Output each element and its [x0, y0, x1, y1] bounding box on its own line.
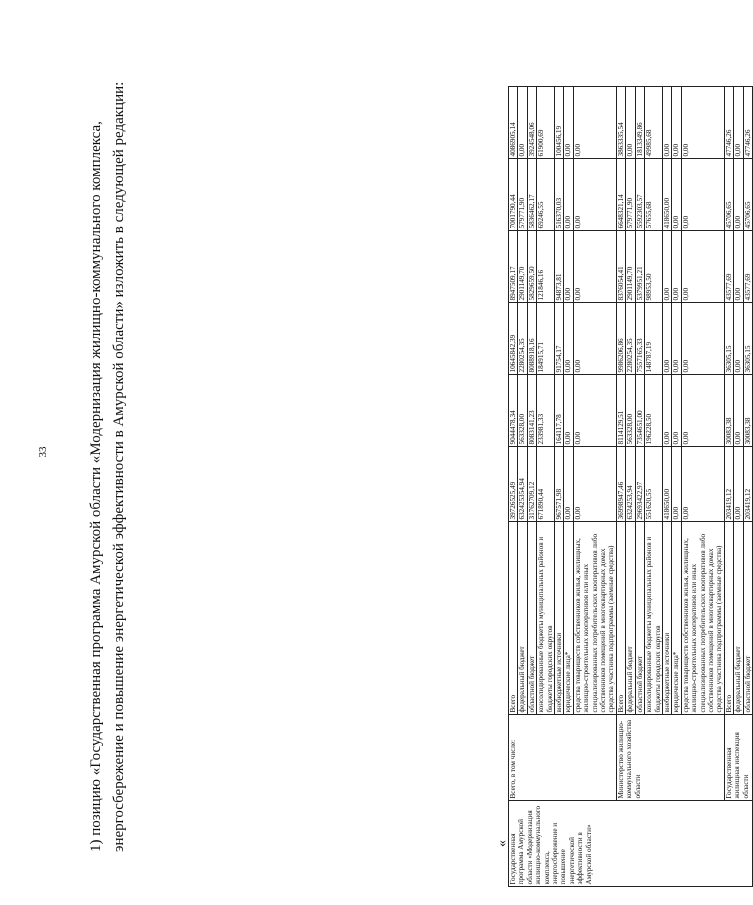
table-row [509, 87, 518, 887]
total-amount-cell: 0,00 [672, 447, 681, 522]
year-amount-cell: 69246,55 [537, 159, 555, 231]
budget-table [508, 86, 753, 887]
year-amount-cell: 47746,26 [724, 87, 733, 159]
year-amount-cell: 49985,68 [645, 87, 663, 159]
year-amount-cell: 563328,00 [626, 375, 635, 447]
funding-source-cell: областной бюджет [743, 522, 752, 715]
year-amount-cell: 0,00 [662, 87, 671, 159]
total-amount-cell: 0,00 [564, 447, 573, 522]
year-amount-cell: 8083141,23 [527, 375, 536, 447]
year-amount-cell: 184915,71 [537, 303, 555, 375]
year-amount-cell: 0,00 [564, 87, 573, 159]
year-amount-cell: 30083,38 [724, 375, 733, 447]
year-amount-cell: 0,00 [564, 159, 573, 231]
year-amount-cell: 0,00 [662, 231, 671, 303]
opening-quote-mark: « [495, 840, 510, 847]
funding-source-cell: юридические лица* [672, 522, 681, 715]
funding-source-cell: Всего [724, 522, 733, 715]
year-amount-cell: 45706,65 [743, 159, 752, 231]
year-amount-cell: 0,00 [564, 231, 573, 303]
total-amount-cell: 0,00 [573, 447, 616, 522]
year-amount-cell: 1813349,86 [635, 87, 644, 159]
total-amount-cell: 0,00 [681, 447, 724, 522]
year-amount-cell: 0,00 [681, 375, 724, 447]
year-amount-cell: 0,00 [681, 303, 724, 375]
year-amount-cell: 0,00 [573, 87, 616, 159]
funding-source-cell: Всего [509, 522, 518, 715]
funding-source-cell: федеральный бюджет [518, 522, 527, 715]
year-amount-cell: 148787,19 [645, 303, 663, 375]
year-amount-cell: 0,00 [518, 87, 527, 159]
year-amount-cell: 8114129,51 [616, 375, 625, 447]
year-amount-cell: 2901149,70 [626, 231, 635, 303]
year-amount-cell: 9986206,86 [616, 303, 625, 375]
year-amount-cell: 45706,65 [724, 159, 733, 231]
year-amount-cell: 36305,15 [724, 303, 733, 375]
year-amount-cell: 3863335,54 [616, 87, 625, 159]
year-amount-cell: 0,00 [662, 375, 671, 447]
total-amount-cell: 418650,00 [662, 447, 671, 522]
program-name-cell: Государственная программа Амурской области «Модернизация жилищно-коммунального комплекса, энергосбережение и повышение энергетической эффективности в Амурской области» [509, 801, 753, 887]
total-amount-cell: 39726525,49 [509, 447, 518, 522]
year-amount-cell: 30083,38 [743, 375, 752, 447]
year-amount-cell: 579771,90 [518, 159, 527, 231]
year-amount-cell: 4086905,14 [509, 87, 518, 159]
year-amount-cell: 233981,33 [537, 375, 555, 447]
total-amount-cell: 632425354,94 [518, 447, 527, 522]
year-amount-cell: 0,00 [672, 159, 681, 231]
year-amount-cell: 91754,17 [555, 303, 564, 375]
year-amount-cell: 2280254,35 [518, 303, 527, 375]
year-amount-cell: 0,00 [672, 87, 681, 159]
year-amount-cell: 0,00 [681, 159, 724, 231]
year-amount-cell: 47746,26 [743, 87, 752, 159]
year-amount-cell: 121846,16 [537, 231, 555, 303]
year-amount-cell: 0,00 [662, 303, 671, 375]
total-amount-cell: 967571,98 [555, 447, 564, 522]
year-amount-cell: 0,00 [573, 159, 616, 231]
year-amount-cell: 0,00 [672, 375, 681, 447]
year-amount-cell: 7354651,00 [635, 375, 644, 447]
year-amount-cell: 0,00 [672, 303, 681, 375]
total-amount-cell: 551620,55 [645, 447, 663, 522]
year-amount-cell: 0,00 [734, 159, 743, 231]
year-amount-cell: 0,00 [734, 375, 743, 447]
table-row [724, 87, 733, 887]
total-amount-cell: 0,00 [734, 447, 743, 522]
page-number: 33 [37, 446, 49, 458]
funding-source-cell: внебюджетные источники [555, 522, 564, 715]
funding-source-cell: федеральный бюджет [626, 522, 635, 715]
year-amount-cell: 3924548,06 [527, 87, 536, 159]
year-amount-cell: 8088918,16 [527, 303, 536, 375]
year-amount-cell: 0,00 [681, 231, 724, 303]
total-amount-cell: 671890,44 [537, 447, 555, 522]
year-amount-cell: 0,00 [573, 303, 616, 375]
year-amount-cell: 579771,90 [626, 159, 635, 231]
year-amount-cell: 6648321,14 [616, 159, 625, 231]
funding-source-cell: средства товариществ собственников жилья, жилищных, жилищно-строительных кооперативов или иных специализированных потребительских кооперативов либо собственников помещений в многоквартирных домах средства участника подпрограммы (заемные средства) [573, 522, 616, 715]
year-amount-cell: 164117,78 [555, 375, 564, 447]
year-amount-cell: 5836462,17 [527, 159, 536, 231]
year-amount-cell: 2280254,35 [626, 303, 635, 375]
year-amount-cell: 94873,81 [555, 231, 564, 303]
heading-line-1: 1) позицию «Государственная программа Амурской области «Модернизация жилищно-коммунального комплекса, [88, 121, 104, 852]
funding-source-cell: областной бюджет [635, 522, 644, 715]
funding-source-cell: областной бюджет [527, 522, 536, 715]
year-amount-cell: 0,00 [681, 87, 724, 159]
year-amount-cell: 0,00 [626, 87, 635, 159]
year-amount-cell: 43577,69 [724, 231, 733, 303]
year-amount-cell: 5379951,21 [635, 231, 644, 303]
total-amount-cell: 6324253,94 [626, 447, 635, 522]
year-amount-cell: 0,00 [734, 231, 743, 303]
year-amount-cell: 100456,19 [555, 87, 564, 159]
year-amount-cell: 5829659,50 [527, 231, 536, 303]
year-amount-cell: 98953,50 [645, 231, 663, 303]
year-amount-cell: 36305,15 [743, 303, 752, 375]
year-amount-cell: 2901149,70 [518, 231, 527, 303]
year-amount-cell: 9044478,34 [509, 375, 518, 447]
executor-cell: Всего, в том числе: [509, 715, 617, 801]
table-row [616, 87, 625, 887]
funding-source-cell: средства товариществ собственников жилья, жилищных, жилищно-строительных кооперативов или иных специализированных потребительских кооперативов либо собственников помещений в многоквартирных домах средства участника подпрограммы (заемные средства) [681, 522, 724, 715]
heading-line-2: энергосбережение и повышение энергетической эффективности в Амурской области» изложить в следующей редакции: [111, 81, 127, 852]
year-amount-cell: 10645842,39 [509, 303, 518, 375]
total-amount-cell: 203419,12 [724, 447, 733, 522]
year-amount-cell: 7557165,33 [635, 303, 644, 375]
funding-source-cell: внебюджетные источники [662, 522, 671, 715]
year-amount-cell: 7001790,44 [509, 159, 518, 231]
year-amount-cell: 8376054,41 [616, 231, 625, 303]
total-amount-cell: 203419,12 [743, 447, 752, 522]
year-amount-cell: 0,00 [564, 375, 573, 447]
year-amount-cell: 0,00 [573, 231, 616, 303]
executor-cell: Государственная жилищная инспекция области [724, 715, 752, 801]
year-amount-cell: 0,00 [573, 375, 616, 447]
year-amount-cell: 516370,03 [555, 159, 564, 231]
funding-source-cell: Всего [616, 522, 625, 715]
year-amount-cell: 5592303,57 [635, 159, 644, 231]
executor-cell: Министерство жилищно-коммунального хозяйства области [616, 715, 724, 801]
total-amount-cell: 29693422,97 [635, 447, 644, 522]
year-amount-cell: 418650,00 [662, 159, 671, 231]
funding-source-cell: консолидированные бюджеты муниципальных районов и бюджеты городских округов [537, 522, 555, 715]
year-amount-cell: 57655,68 [645, 159, 663, 231]
year-amount-cell: 43577,69 [743, 231, 752, 303]
year-amount-cell: 0,00 [564, 303, 573, 375]
total-amount-cell: 36998947,46 [616, 447, 625, 522]
year-amount-cell: 8947509,17 [509, 231, 518, 303]
funding-source-cell: федеральный бюджет [734, 522, 743, 715]
year-amount-cell: 196228,50 [645, 375, 663, 447]
year-amount-cell: 61900,69 [537, 87, 555, 159]
year-amount-cell: 0,00 [672, 231, 681, 303]
year-amount-cell: 0,00 [734, 87, 743, 159]
total-amount-cell: 31762709,12 [527, 447, 536, 522]
funding-source-cell: консолидированные бюджеты муниципальных районов и бюджеты городских округов [645, 522, 663, 715]
year-amount-cell: 563328,00 [518, 375, 527, 447]
year-amount-cell: 0,00 [734, 303, 743, 375]
funding-source-cell: юридические лица* [564, 522, 573, 715]
